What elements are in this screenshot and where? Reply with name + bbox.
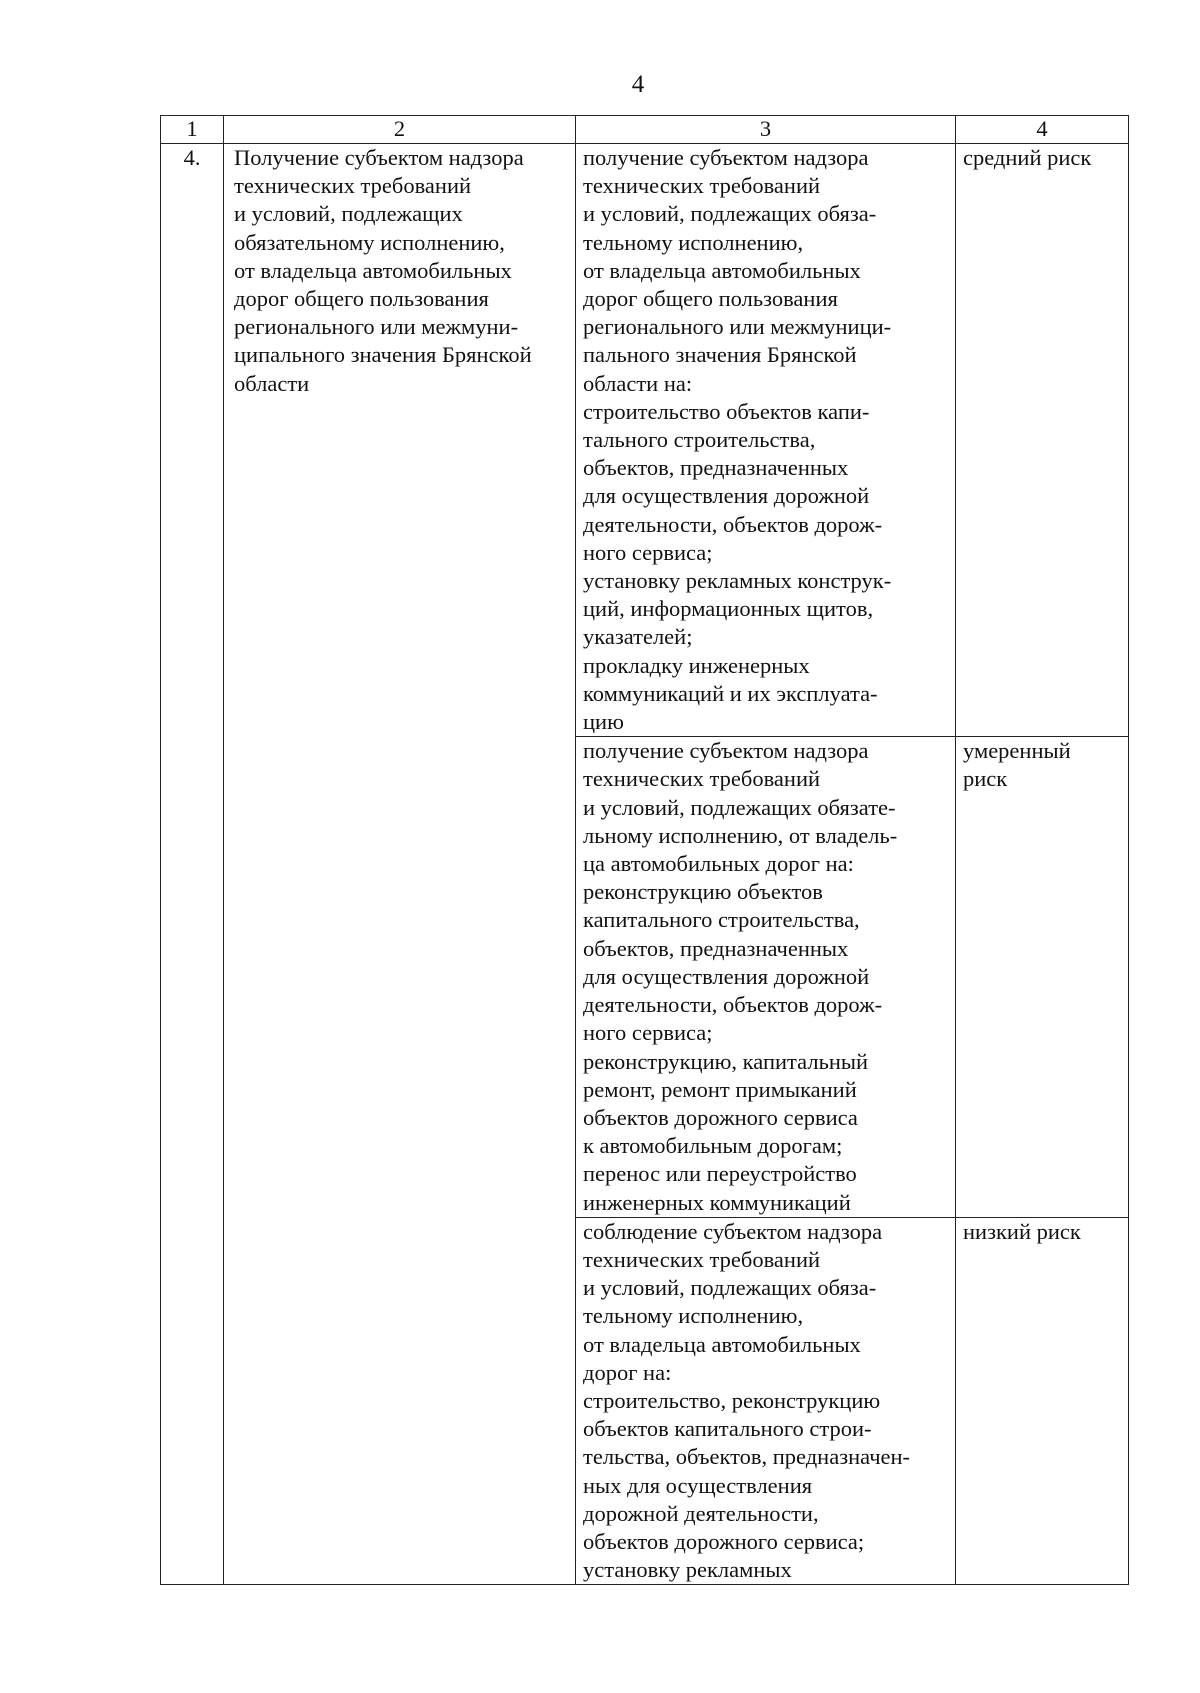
criterion-cell-moderate: получение субъектом надзора технических требований и условий, подлежащих обязате- льному исполнению, от владель- ца автомобильных дорог на: реконструкцию объектов капитального строительства, объектов, предназначенных для осуществления дорожной деятельности, объектов дорож- ного сервиса; реконструкцию, капитальный ремонт, ремонт примыканий объектов дорожного сервиса к автомобильным дорогам; перенос или переустройство инженерных коммуникаций — [576, 737, 956, 1217]
risk-cell-low: низкий риск — [956, 1217, 1129, 1585]
risk-cell-medium: средний риск — [956, 144, 1129, 737]
page-number: 4 — [631, 71, 645, 98]
criterion-cell-medium: получение субъектом надзора технических требований и условий, подлежащих обяза- тельному исполнению, от владельца автомобильных дорог общего пользования регионального или межмуници- пального значения Брянской области на: строительство объектов капи- тального строительства, объектов, предназначенных для осуществления дорожной деятельности, объектов дорож- ного сервиса; установку рекламных конструк- ций, информационных щитов, указателей; прокладку инженерных коммуникаций и их эксплуата- цию — [576, 144, 956, 737]
column-header-2: 2 — [224, 116, 576, 144]
column-header-3: 3 — [576, 116, 956, 144]
column-header-1: 1 — [161, 116, 224, 144]
criterion-cell-low: соблюдение субъектом надзора технических требований и условий, подлежащих обяза- тельному исполнению, от владельца автомобильных дорог на: строительство, реконструкцию объектов капитального строи- тельства, объектов, предназначен- ных для осуществления дорожной деятельности, объектов дорожного сервиса; установку рекламных — [576, 1217, 956, 1585]
risk-table — [160, 115, 1129, 1585]
risk-cell-moderate: умеренный риск — [956, 737, 1129, 1217]
table-row — [161, 144, 1129, 737]
subject-cell: Получение субъектом надзора технических требований и условий, подлежащих обязательному исполнению, от владельца автомобильных дорог общего пользования регионального или межмуни- ципального значения Брянской области — [224, 144, 576, 1585]
column-header-4: 4 — [956, 116, 1129, 144]
table-header-row — [161, 116, 1129, 144]
row-number: 4. — [161, 144, 224, 1585]
